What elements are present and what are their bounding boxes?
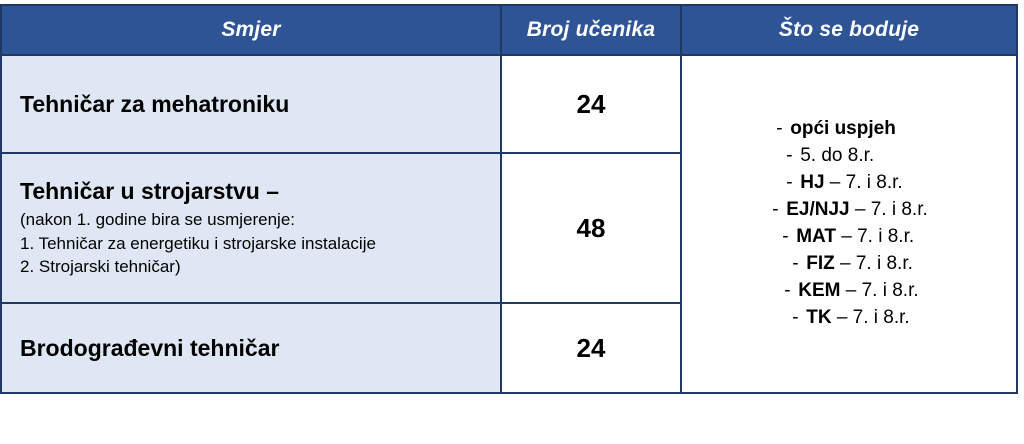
criteria-detail: – 7. i 8.r. xyxy=(840,279,919,301)
criteria-label: MAT xyxy=(796,226,836,247)
program-subtitle-line: 1. Tehničar za energetiku i strojarske instalacije xyxy=(20,233,376,253)
criteria-detail: – 7. i 8.r. xyxy=(824,172,903,194)
program-name-cell xyxy=(1,153,501,303)
dash-marker: - xyxy=(772,199,779,221)
program-table-container xyxy=(0,4,1016,394)
criteria-label: opći uspjeh xyxy=(790,118,896,140)
column-header-smjer: Smjer xyxy=(1,5,501,55)
criteria-label: EJ/NJJ xyxy=(786,199,850,221)
criteria-detail: – 7. i 8.r. xyxy=(831,306,910,328)
table-header-row xyxy=(1,5,1017,55)
program-subtitle-line: (nakon 1. godine bira se usmjerenje: xyxy=(20,210,295,230)
criteria-detail: – 7. i 8.r. xyxy=(834,252,913,274)
program-title: Tehničar za mehatroniku xyxy=(20,90,290,117)
criteria-detail: – 7. i 8.r. xyxy=(835,226,915,247)
table-header xyxy=(1,5,1017,55)
student-count-cell: 48 xyxy=(501,153,681,303)
dash-marker: - xyxy=(782,226,789,247)
criteria-item xyxy=(770,143,928,170)
criteria-item xyxy=(770,224,928,251)
scoring-criteria-cell xyxy=(681,55,1017,393)
table-body xyxy=(1,55,1017,393)
criteria-label: TK xyxy=(806,306,832,328)
program-table xyxy=(0,4,1018,394)
dash-marker: - xyxy=(776,118,783,140)
column-header-broj-ucenika: Broj učenika xyxy=(501,5,681,55)
dash-marker: - xyxy=(786,145,793,167)
program-subtitle-line: 2. Strojarski tehničar) xyxy=(20,257,181,277)
table-row xyxy=(1,55,1017,153)
criteria-label: HJ xyxy=(800,172,825,194)
program-name-cell xyxy=(1,55,501,153)
program-subtitle xyxy=(20,208,484,278)
program-title: Brodograđevni tehničar xyxy=(20,334,280,361)
criteria-detail: – 7. i 8.r. xyxy=(849,199,928,221)
criteria-item xyxy=(770,170,928,197)
criteria-item xyxy=(770,197,928,224)
criteria-label: KEM xyxy=(798,279,841,301)
criteria-item xyxy=(770,251,928,278)
dash-marker: - xyxy=(784,279,791,301)
criteria-detail: 5. do 8.r. xyxy=(800,145,875,167)
dash-marker: - xyxy=(786,172,793,194)
student-count-cell: 24 xyxy=(501,55,681,153)
criteria-item xyxy=(770,116,928,143)
program-title: Tehničar u strojarstvu – xyxy=(20,178,280,205)
criteria-item xyxy=(770,305,928,332)
student-count-cell: 24 xyxy=(501,303,681,393)
criteria-item xyxy=(770,278,928,305)
dash-marker: - xyxy=(792,306,799,328)
criteria-list xyxy=(770,116,928,332)
dash-marker: - xyxy=(792,252,799,274)
program-name-cell xyxy=(1,303,501,393)
criteria-label: FIZ xyxy=(806,252,835,274)
column-header-sto-se-boduje: Što se boduje xyxy=(681,5,1017,55)
